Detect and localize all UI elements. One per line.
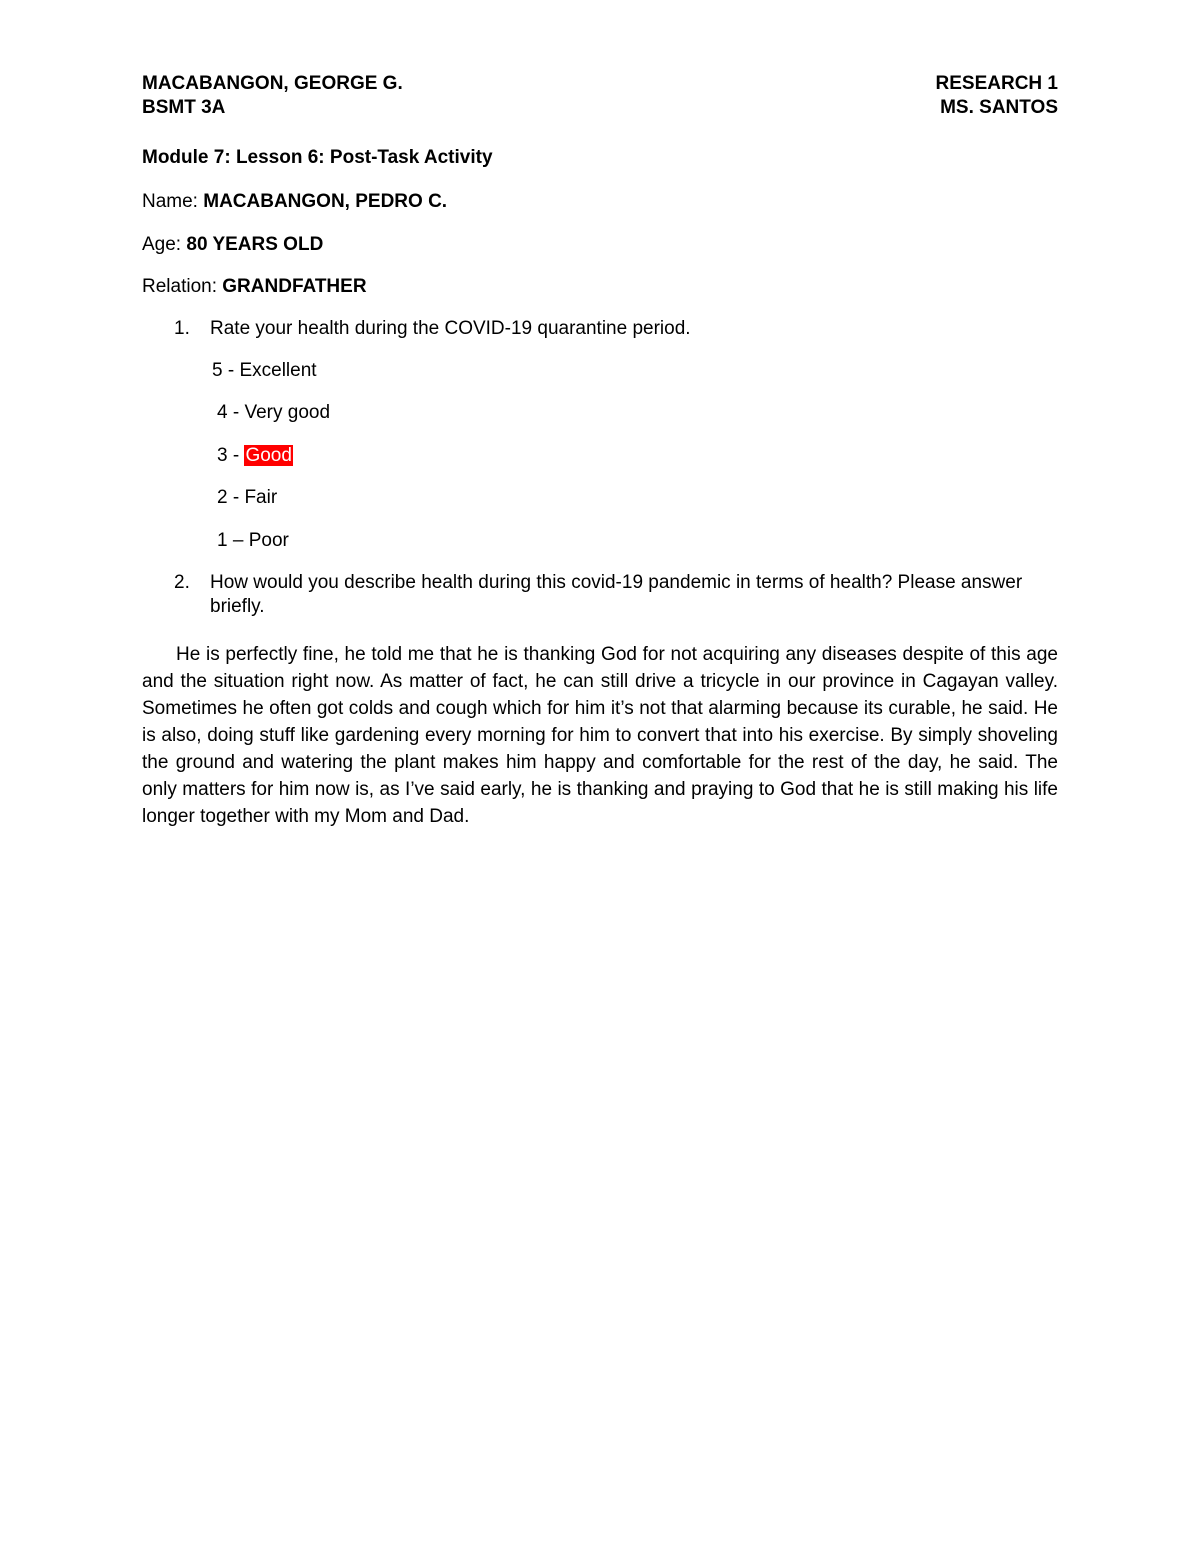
- rating-option-4: [217, 401, 330, 425]
- selected-rating-label: Good: [245, 445, 292, 466]
- rating-label: Very good: [244, 402, 331, 423]
- name-value: MACABANGON, PEDRO C.: [203, 191, 448, 212]
- rating-prefix: 3 -: [217, 445, 245, 466]
- relation-value: GRANDFATHER: [222, 276, 367, 297]
- answer-paragraph: He is perfectly fine, he told me that he is thanking God for not acquiring any diseases despite of this age and the situation right now. As matter of fact, he can still drive a tricycle in our province in Cagayan valley. Sometimes he often got colds and cough which for him it’s not that alarming because its curable, he said. He is also, doing stuff like gardening every morning for him to convert that into his exercise. By simply shoveling the ground and watering the plant makes him happy and comfortable for the rest of the day, he said. The only matters for him now is, as I’ve said early, he is thanking and praying to God that he is still making his life longer together with my Mom and Dad.: [142, 644, 1058, 827]
- rating-prefix: 4 -: [217, 402, 245, 423]
- rating-option-5: [212, 359, 317, 383]
- teacher-name: MS. SANTOS: [940, 97, 1058, 118]
- rating-option-1: [217, 529, 289, 553]
- question-number: 2.: [174, 572, 190, 593]
- rating-prefix: 1 –: [217, 530, 249, 551]
- rating-label: Poor: [248, 530, 289, 551]
- relation-label: Relation:: [142, 276, 223, 297]
- age-value: 80 YEARS OLD: [186, 234, 324, 255]
- name-label: Name:: [142, 191, 204, 212]
- subject-name: RESEARCH 1: [935, 73, 1058, 94]
- module-title: Module 7: Lesson 6: Post-Task Activity: [142, 147, 493, 168]
- rating-prefix: 5 -: [212, 360, 240, 381]
- student-name: MACABANGON, GEORGE G.: [142, 73, 403, 94]
- age-label: Age:: [142, 234, 187, 255]
- question-text: How would you describe health during this covid-19 pandemic in terms of health? Please answer briefly.: [210, 572, 1023, 617]
- question-text: Rate your health during the COVID-19 quarantine period.: [210, 318, 691, 339]
- rating-option-3: [217, 444, 293, 468]
- question-1: [174, 317, 1058, 341]
- relation-field: [142, 275, 367, 299]
- header-right: [936, 72, 1058, 120]
- rating-option-2: [217, 486, 277, 510]
- question-2: [174, 571, 1058, 619]
- name-field: [142, 190, 447, 214]
- header-left: [142, 72, 403, 120]
- age-field: [142, 233, 323, 257]
- rating-label: Excellent: [239, 360, 317, 381]
- question-number: 1.: [174, 318, 190, 339]
- rating-prefix: 2 -: [217, 487, 245, 508]
- student-section: BSMT 3A: [142, 97, 226, 118]
- rating-label: Fair: [244, 487, 278, 508]
